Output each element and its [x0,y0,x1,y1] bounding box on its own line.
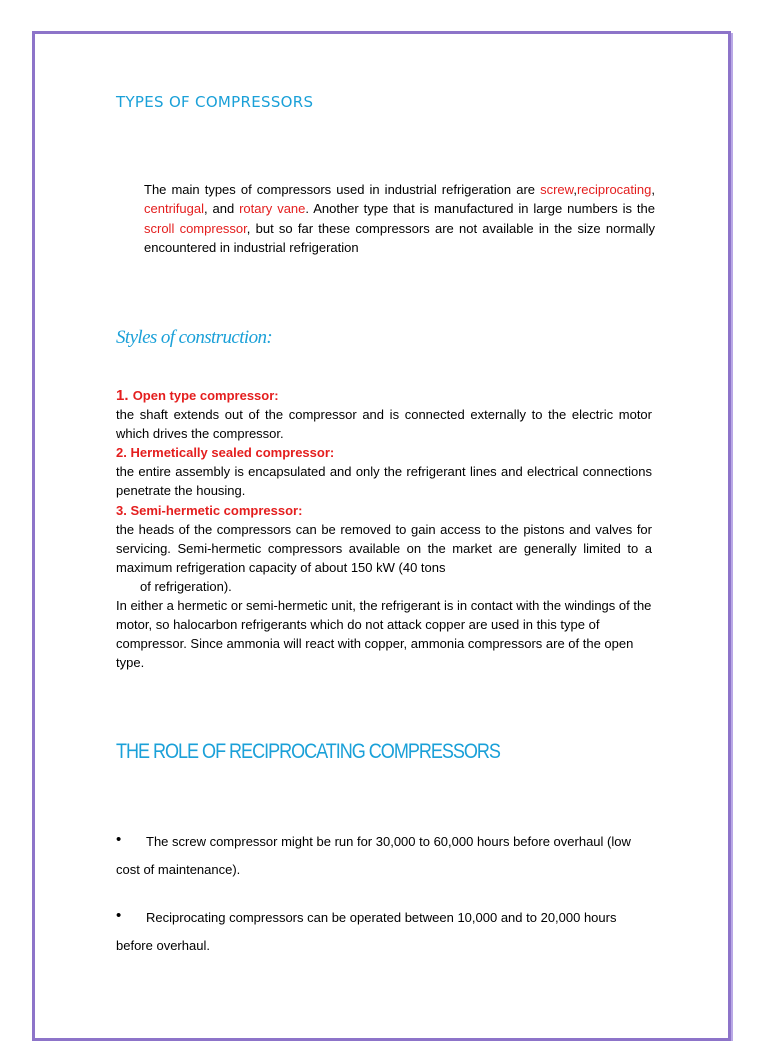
list-item [116,904,656,960]
intro-text-2: . Another type that is manufactured in large numbers is the [305,201,655,217]
role-heading: THE ROLE OF RECIPROCATING COMPRESSORS [116,740,500,763]
item1-heading [116,386,652,405]
bullet-list [116,828,656,980]
styles-of-construction-heading: Styles of construction: [116,327,273,348]
bullet-text-2: Reciprocating compressors can be operated between 10,000 and to 20,000 hours before overhaul. [116,910,617,953]
intro-text-1: The main types of compressors used in industrial refrigeration are [144,182,541,197]
bullet-icon: • [116,907,122,924]
intro-comma-1: , [573,182,577,197]
item1-text: the shaft extends out of the compressor and is connected externally to the electric motor which drives the compressor. [116,407,652,442]
intro-and: , and [203,201,240,217]
document-title: TYPES OF COMPRESSORS [116,93,314,111]
item1-number: 1. [116,387,133,404]
term-reciprocating: reciprocating [576,182,652,197]
term-centrifugal: centrifugal [144,201,204,217]
construction-section [116,386,652,672]
item3-heading: 3. Semi-hermetic compressor: [116,502,303,518]
term-scroll-compressor: scroll compressor [144,220,247,236]
term-rotary-vane: rotary vane [239,201,306,217]
closing-paragraph: In either a hermetic or semi-hermetic unit, the refrigerant is in contact with the windings of the motor, so halocarbon refrigerants which do not attack copper are used in this type of compressor. Since ammonia will react with copper, ammonia compressors are of the open type. [116,598,652,671]
bullet-icon: • [116,831,122,848]
item3-text: the heads of the compressors can be removed to gain access to the pistons and valves for servicing. Semi-hermetic compressors available on the market are generally limited to a maximum refrigeration capacity of about 150 kW (40 tons [116,521,652,575]
item1-title: Open type compressor: [132,388,279,403]
term-screw: screw [540,182,574,197]
intro-paragraph [144,180,655,257]
bullet-text-1: The screw compressor might be run for 30,000 to 60,000 hours before overhaul (low cost of maintenance). [116,834,631,877]
item2-heading: 2. Hermetically sealed compressor: [116,445,335,461]
intro-comma-2: , [651,182,655,197]
intro-text-3: , but so far these compressors are not available in the size normally encountered in industrial refrigeration [144,220,655,255]
list-item [116,828,656,884]
item2-text: the entire assembly is encapsulated and only the refrigerant lines and electrical connections penetrate the housing. [116,464,652,499]
item3-text-continued: of refrigeration). [140,578,232,594]
